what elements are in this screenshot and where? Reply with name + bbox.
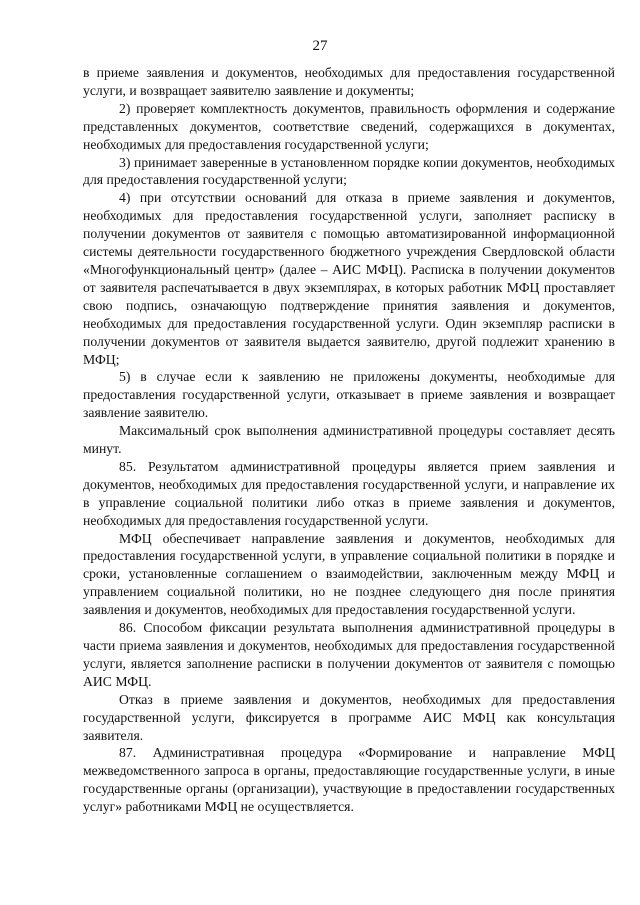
paragraph-mfc-sending: МФЦ обеспечивает направление заявления и документов, необходимых для предоставления государственной услуги, в управление социальной политики в порядке и сроки, установленные соглашением о взаимодействии, заключенным между МФЦ и управлением социальной политики, но не позднее следующего дня после принятия заявления и документов, необходимых для предоставления государственной услуги. [83,530,615,618]
paragraph-max-time: Максимальный срок выполнения административной процедуры составляет десять минут. [83,423,615,457]
page-number: 27 [312,38,328,54]
paragraph-refusal: Отказ в приеме заявления и документов, необходимых для предоставления государственной услуги, фиксируется в программе АИС МФЦ как консультация заявителя. [83,691,615,743]
document-body [83,64,615,816]
paragraph-item-3: 3) принимает заверенные в установленном порядке копии документов, необходимых для предоставления государственной услуги; [83,154,615,188]
paragraph-85: 85. Результатом административной процедуры является прием заявления и документов, необходимых для предоставления государственной услуги, и направление их в управление социальной политики либо отказ в приеме заявления и документов, необходимых для предоставления государственной услуги. [83,458,615,528]
paragraph-item-4: 4) при отсутствии оснований для отказа в приеме заявления и документов, необходимых для предоставления государственной услуги, заполняет расписку в получении документов от заявителя с помощью автоматизированной информационной системы деятельности государственного бюджетного учреждения Свердловской области «Многофункциональный центр» (далее – АИС МФЦ). Расписка в получении документов от заявителя распечатывается в двух экземплярах, в которых работник МФЦ проставляет свою подпись, означающую подтверждение принятия заявления и документов, необходимых для предоставления государственной услуги. Один экземпляр расписки в получении документов от заявителя выдается заявителю, другой подлежит хранению в МФЦ; [83,190,615,367]
paragraph-item-5: 5) в случае если к заявлению не приложены документы, необходимые для предоставления государственной услуги, отказывает в приеме заявления и возвращает заявление заявителю. [83,369,615,421]
paragraph-86: 86. Способом фиксации результата выполнения административной процедуры в части приема заявления и документов, необходимых для предоставления государственной услуги, является заполнение расписки в получении документов от заявителя с помощью АИС МФЦ. [83,620,615,689]
paragraph-item-2: 2) проверяет комплектность документов, правильность оформления и содержание представленных документов, соответствие сведений, содержащихся в документах, необходимых для предоставления государственной услуги; [83,100,615,152]
paragraph-continuation: в приеме заявления и документов, необходимых для предоставления государственной услуги, и возвращает заявителю заявление и документы; [83,65,615,98]
paragraph-87: 87. Административная процедура «Формирование и направление МФЦ межведомственного запроса в органы, предоставляющие государственные услуги, в иные государственные органы (организации), участвующие в предоставлении государственных услуг» работниками МФЦ не осуществляется. [83,745,615,815]
